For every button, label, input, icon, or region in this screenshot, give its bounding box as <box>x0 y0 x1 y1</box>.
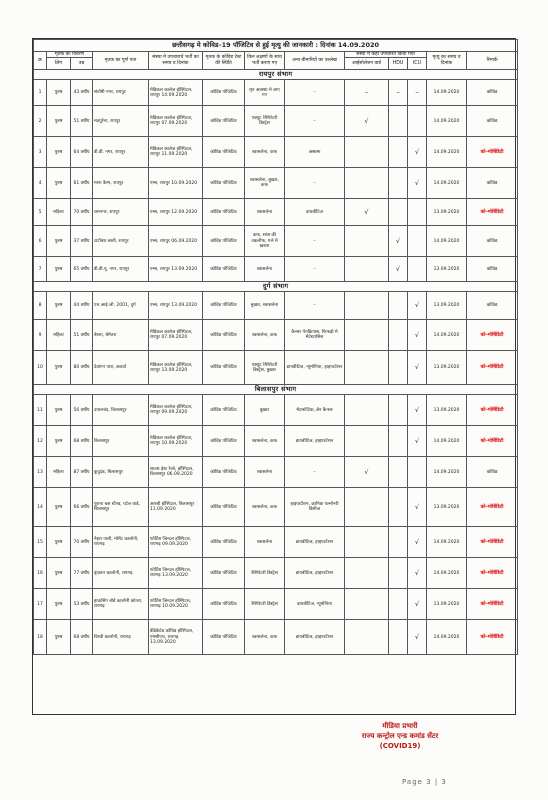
row-hospital: साउथ ईस्ट रेल्वे, हॉस्पिटल, बिलासपुर 06.09.2020 <box>149 457 203 488</box>
row-status: कोविड पॉजिटिव <box>203 168 245 199</box>
row-hospital: मेडिकल कालेज हॉस्पिटल, रायपुर 14.09.2020 <box>149 80 203 106</box>
row-remark: को–मोर्बिडिटी <box>467 199 518 226</box>
header-hdu: HDU <box>389 58 408 70</box>
table-row <box>34 199 518 226</box>
row-sno: 10 <box>34 351 47 385</box>
row-address: एच.आई.जी. 2001, दुर्ग <box>93 292 149 320</box>
row-age: 51 वर्षीय <box>71 320 93 351</box>
row-icu <box>408 226 427 257</box>
row-gender: पुरुष <box>47 589 71 620</box>
row-age: 56 वर्षीय <box>71 395 93 426</box>
row-isolation <box>345 589 389 620</box>
row-death-time: 14.09.2020 <box>427 80 467 106</box>
row-sno: 1 <box>34 80 47 106</box>
header-deceased-details: मृतक का विवरण <box>47 52 93 58</box>
row-sno: 6 <box>34 226 47 257</box>
row-status: कोविड पॉजिटिव <box>203 488 245 527</box>
row-sno: 18 <box>34 620 47 655</box>
row-address: नेहरा पाली, मोमेंट कालोनी, रायगढ़ <box>93 527 149 558</box>
row-sno: 12 <box>34 426 47 457</box>
row-symptoms: श्वासलेना <box>245 527 285 558</box>
row-icu <box>408 257 427 282</box>
row-sno: 7 <box>34 257 47 282</box>
row-remark: कोविड <box>467 226 518 257</box>
row-hospital: फोर्टिस जिन्दल हॉस्पिटल, रायगढ़ 10.09.2020 <box>149 589 203 620</box>
row-other-illness: मेटास्टेटिक, ब्रेन कैन्सर <box>285 395 345 426</box>
row-gender: पुरुष <box>47 395 71 426</box>
row-remark: कोविड <box>467 106 518 137</box>
row-age: 87 वर्षीय <box>71 457 93 488</box>
row-isolation <box>345 426 389 457</box>
row-hdu <box>389 457 408 488</box>
row-sno: 13 <box>34 457 47 488</box>
row-hospital: मेडिकल कालेज हॉस्पिटल, रायपुर 13.09.2020 <box>149 351 203 385</box>
row-remark: को–मोर्बिडिटी <box>467 527 518 558</box>
row-symptoms: श्वासलेना <box>245 199 285 226</box>
row-hospital: फोर्टिस जिन्दल हॉस्पिटल, रायगढ़ 09.09.2020 <box>149 527 203 558</box>
row-hospital: मेडिकल कालेज हॉस्पिटल, रायपुर 09.09.2020 <box>149 395 203 426</box>
row-hdu <box>389 292 408 320</box>
table-row <box>34 257 518 282</box>
table-row <box>34 457 518 488</box>
table-row <box>34 80 518 106</box>
row-address: मठपुरेना, रायपुर <box>93 106 149 137</box>
table-row <box>34 589 518 620</box>
row-status: कोविड पॉजिटिव <box>203 106 245 137</box>
row-hdu <box>389 168 408 199</box>
row-hospital: एम्स, रायपुर 12.09.2020 <box>149 199 203 226</box>
row-hdu <box>389 527 408 558</box>
row-icu: √ <box>408 558 427 589</box>
row-address: विश्वी कालोनी, रायगढ़ <box>93 620 149 655</box>
row-status: कोविड पॉजिटिव <box>203 527 245 558</box>
row-status: कोविड पॉजिटिव <box>203 620 245 655</box>
row-remark: को–मोर्बिडिटी <box>467 620 518 655</box>
row-other-illness: – <box>285 292 345 320</box>
row-hdu <box>389 199 408 226</box>
table-row <box>34 106 518 137</box>
row-isolation <box>345 527 389 558</box>
row-other-illness: डायबीटिज, हाइपरटेंशन <box>285 527 345 558</box>
row-death-time: 13.09.2020 <box>427 395 467 426</box>
row-other-illness: हाइपरटेंशन, क्रानिक पल्मोनरी डिसीज <box>285 488 345 527</box>
row-symptoms: बुखार, श्वासलेना <box>245 292 285 320</box>
row-age: 61 वर्षीय <box>71 168 93 199</box>
row-symptoms: एक्यूट रेस्पिरेटरी डिस्ट्रेस <box>245 106 285 137</box>
row-death-time: 13.09.2020 <box>427 351 467 385</box>
row-death-time: 13.09.2020 <box>427 589 467 620</box>
row-icu <box>408 106 427 137</box>
row-status: कोविड पॉजिटिव <box>203 257 245 282</box>
row-hospital: एम्स, रायपुर 10.09.2020 <box>149 168 203 199</box>
row-hdu <box>389 589 408 620</box>
row-icu: √ <box>408 527 427 558</box>
row-isolation <box>345 558 389 589</box>
row-age: 65 वर्षीय <box>71 257 93 282</box>
row-death-time: 14.09.2020 <box>427 558 467 589</box>
row-death-time: 14.09.2020 <box>427 137 467 168</box>
row-address: टाटीबंध बस्ती, रायपुर <box>93 226 149 257</box>
row-remark: कोविड <box>467 168 518 199</box>
row-icu <box>408 199 427 226</box>
report-page <box>32 38 516 715</box>
row-death-time: 14.09.2020 <box>427 226 467 257</box>
row-remark: को–मोर्बिडिटी <box>467 320 518 351</box>
row-hospital: डेडिकेटेड कोविड हॉस्पिटल, एमसीएच, रायगढ़ 13.09.2020 <box>149 620 203 655</box>
row-gender: पुरुष <box>47 527 71 558</box>
row-symptoms: श्वासलेना <box>245 457 285 488</box>
row-hospital: मेडिकल कालेज हॉस्पिटल, रायपुर 11.09.2020 <box>149 137 203 168</box>
row-status: कोविड पॉजिटिव <box>203 395 245 426</box>
row-remark: कोविड <box>467 457 518 488</box>
row-gender: पुरुष <box>47 137 71 168</box>
row-sno: 5 <box>34 199 47 226</box>
footer-line3: (COVID19) <box>379 742 421 750</box>
row-sno: 14 <box>34 488 47 527</box>
row-status: कोविड पॉजिटिव <box>203 80 245 106</box>
row-gender: पुरुष <box>47 80 71 106</box>
row-gender: पुरुष <box>47 351 71 385</box>
row-address: दयालबंद, बिलासपुर <box>93 395 149 426</box>
row-age: 64 वर्षीय <box>71 137 93 168</box>
row-age: 37 वर्षीय <box>71 226 93 257</box>
division-header <box>34 70 518 80</box>
row-icu: √ <box>408 395 427 426</box>
table-row <box>34 292 518 320</box>
header-symptoms: किन लक्षणों के साथ भर्ती कराए गए <box>245 52 285 70</box>
table-row <box>34 558 518 589</box>
header-address: मृतक का पूर्ण पता <box>93 52 149 70</box>
row-death-time: 13.09.2020 <box>427 257 467 282</box>
division-header <box>34 385 518 395</box>
row-status: कोविड पॉजिटिव <box>203 226 245 257</box>
row-icu: √ <box>408 320 427 351</box>
row-status: कोविड पॉजिटिव <box>203 589 245 620</box>
row-gender: पुरुष <box>47 226 71 257</box>
header-other-illness: अन्य बीमारियों का उल्लेख <box>285 52 345 70</box>
row-other-illness: डायबीटिज, न्यूमोनिया <box>285 589 345 620</box>
row-isolation <box>345 257 389 282</box>
row-age: 77 वर्षीय <box>71 558 93 589</box>
row-age: 51 वर्षीय <box>71 106 93 137</box>
row-symptoms: रेस्पिरेटरी डिस्ट्रेस <box>245 558 285 589</box>
row-other-illness: – <box>285 106 345 137</box>
row-gender: पुरुष <box>47 106 71 137</box>
row-other-illness: डायबीटिज <box>285 199 345 226</box>
footer-line1: मीडिया प्रभारी <box>382 722 418 730</box>
row-isolation <box>345 488 389 527</box>
table-row <box>34 226 518 257</box>
row-sno: 4 <box>34 168 47 199</box>
row-address: डी.डी. नगर, रायपुर <box>93 137 149 168</box>
row-symptoms: श्वासलेना, कफ <box>245 488 285 527</box>
header-death-time: मृत्यु का समय व दिनांक <box>427 52 467 70</box>
table-row <box>34 426 518 457</box>
row-death-time: 14.09.2020 <box>427 106 467 137</box>
row-death-time: 14.09.2020 <box>427 457 467 488</box>
row-hdu <box>389 426 408 457</box>
row-hdu <box>389 558 408 589</box>
row-address: डी.डी.यू. नगर, रायपुर <box>93 257 149 282</box>
row-icu: √ <box>408 168 427 199</box>
row-gender: पुरुष <box>47 620 71 655</box>
row-death-time: 14.09.2020 <box>427 620 467 655</box>
row-hdu <box>389 488 408 527</box>
row-age: 70 वर्षीय <box>71 527 93 558</box>
row-age: 44 वर्षीय <box>71 292 93 320</box>
row-address: बिलासपुर <box>93 426 149 457</box>
row-icu: √ <box>408 137 427 168</box>
row-status: कोविड पॉजिटिव <box>203 457 245 488</box>
row-sno: 3 <box>34 137 47 168</box>
row-death-time: 13.09.2020 <box>427 488 467 527</box>
row-age: 43 वर्षीय <box>71 80 93 106</box>
row-sno: 16 <box>34 558 47 589</box>
row-address: बेरला, बेमेतरा <box>93 320 149 351</box>
row-hospital: एम्स, रायपुर 13.09.2020 <box>149 292 203 320</box>
row-other-illness: – <box>285 257 345 282</box>
row-hospital: फोर्टिस जिन्दल हॉस्पिटल, रायगढ़ 13.09.2020 <box>149 558 203 589</box>
row-icu: √ <box>408 488 427 527</box>
division-name: दुर्ग संभाग <box>34 282 518 292</box>
row-isolation <box>345 292 389 320</box>
table-row <box>34 527 518 558</box>
row-isolation: √ <box>345 199 389 226</box>
row-gender: पुरुष <box>47 168 71 199</box>
deaths-table <box>33 39 518 655</box>
row-gender: महिला <box>47 457 71 488</box>
row-other-illness: डायबीटिज, हाइपरटेंशन <box>285 620 345 655</box>
row-other-illness: – <box>285 457 345 488</box>
header-icu: ICU <box>408 58 427 70</box>
row-symptoms: कफ, सांस की तकलीफ, गले में खराश <box>245 226 285 257</box>
table-row <box>34 620 518 655</box>
row-address: कुदुदंड, बिलासपुर <box>93 457 149 488</box>
row-other-illness: डायबीटिज, न्यूमोनिया, हाइपरटेंशन <box>285 351 345 385</box>
division-name: रायपुर संभाग <box>34 70 518 80</box>
row-gender: महिला <box>47 320 71 351</box>
row-status: कोविड पॉजिटिव <box>203 292 245 320</box>
table-row <box>34 137 518 168</box>
row-age: 68 वर्षीय <box>71 426 93 457</box>
division-header <box>34 282 518 292</box>
row-other-illness: अस्थमा <box>285 137 345 168</box>
row-remark: को–मोर्बिडिटी <box>467 558 518 589</box>
row-remark: को–मोर्बिडिटी <box>467 426 518 457</box>
row-sno: 11 <box>34 395 47 426</box>
table-row <box>34 320 518 351</box>
row-remark: को–मोर्बिडिटी <box>467 137 518 168</box>
row-sno: 15 <box>34 527 47 558</box>
table-row <box>34 488 518 527</box>
row-icu: √ <box>408 620 427 655</box>
row-isolation <box>345 137 389 168</box>
row-other-illness: – <box>285 168 345 199</box>
header-status: मृतक के कोविड टेस्ट की स्थिति <box>203 52 245 70</box>
row-other-illness: डायबीटिज, हाइपरटेंशन <box>285 558 345 589</box>
row-sno: 9 <box>34 320 47 351</box>
row-address: देवांगन पारा, कवर्धा <box>93 351 149 385</box>
row-symptoms: श्वासलेना, कफ <box>245 620 285 655</box>
row-status: कोविड पॉजिटिव <box>203 199 245 226</box>
row-hospital: मेडिकल कालेज हॉस्पिटल, रायपुर 07.09.2020 <box>149 106 203 137</box>
row-icu: √ <box>408 426 427 457</box>
row-age: 68 वर्षीय <box>71 620 93 655</box>
row-symptoms: श्वासलेना, कफ <box>245 137 285 168</box>
row-age: 66 वर्षीय <box>71 488 93 527</box>
row-symptoms: एक्यूट रेस्पिरेटरी डिस्ट्रेस, बुखार <box>245 351 285 385</box>
row-sno: 8 <box>34 292 47 320</box>
row-hospital: एम्स, रायपुर 13.09.2020 <box>149 257 203 282</box>
row-remark: कोविड <box>467 257 518 282</box>
row-icu: √ <box>408 351 427 385</box>
row-gender: महिला <box>47 199 71 226</box>
row-remark: को–मोर्बिडिटी <box>467 351 518 385</box>
row-hdu: √ <box>389 257 408 282</box>
row-gender: पुरुष <box>47 257 71 282</box>
row-death-time: 14.09.2020 <box>427 527 467 558</box>
row-age: 53 वर्षीय <box>71 589 93 620</box>
row-icu: √ <box>408 292 427 320</box>
row-hdu: – <box>389 80 408 106</box>
header-remarks: रिमार्क <box>467 52 518 70</box>
row-symptoms: रेस्पिरेटरी डिस्ट्रेस <box>245 589 285 620</box>
table-row <box>34 395 518 426</box>
report-title: छत्तीसगढ़ मे कोविड–19 पॉजिटिव से हुई मृत्यु की जानकारी : दिनांक 14.09.2020 <box>34 40 518 52</box>
row-other-illness: – <box>285 226 345 257</box>
row-icu: √ <box>408 589 427 620</box>
row-symptoms: श्वासलेना <box>245 257 285 282</box>
footer-line2: राज्य कन्ट्रोल एन्ड कमांड सेंटर <box>361 732 439 740</box>
row-symptoms: श्वासलेना, बुखार, कफ <box>245 168 285 199</box>
row-hospital: मेडिकल कालेज हॉस्पिटल, रायपुर 07.09.2020 <box>149 320 203 351</box>
row-remark: कोविड <box>467 292 518 320</box>
row-hdu <box>389 106 408 137</box>
row-status: कोविड पॉजिटिव <box>203 137 245 168</box>
row-death-time: 14.09.2020 <box>427 320 467 351</box>
row-isolation <box>345 351 389 385</box>
row-hospital: आरबी हॉस्पिटल, बिलासपुर 11.09.2020 <box>149 488 203 527</box>
row-death-time: 14.09.2020 <box>427 168 467 199</box>
row-hospital: मेडिकल कालेज हॉस्पिटल, रायपुर 10.09.2020 <box>149 426 203 457</box>
row-icu: – <box>408 80 427 106</box>
header-sno: क्र <box>34 52 47 70</box>
row-isolation <box>345 620 389 655</box>
row-hdu <box>389 320 408 351</box>
header-age: उम्र <box>71 58 93 70</box>
row-remark: को–मोर्बिडिटी <box>467 589 518 620</box>
division-name: बिलासपुर संभाग <box>34 385 518 395</box>
header-gender: लिंग <box>47 58 71 70</box>
row-death-time: 13.09.2020 <box>427 199 467 226</box>
row-other-illness: डायबीटिज, हाइपरटेंशन <box>285 426 345 457</box>
row-sno: 2 <box>34 106 47 137</box>
header-hospital: संस्था मे उपचारार्थ भर्ती का समय व दिनांक <box>149 52 203 70</box>
row-remark: को–मोर्बिडिटी <box>467 488 518 527</box>
row-hdu: √ <box>389 226 408 257</box>
row-remark: कोविड <box>467 80 518 106</box>
row-gender: पुरुष <box>47 488 71 527</box>
row-address: हाऊसिंग बोर्ड कालोनी कोतरा, रायगढ़ <box>93 589 149 620</box>
row-status: कोविड पॉजिटिव <box>203 320 245 351</box>
table-row <box>34 168 518 199</box>
row-death-time: 14.09.2020 <box>427 426 467 457</box>
row-sno: 17 <box>34 589 47 620</box>
row-address: माना कैम्प, रायपुर <box>93 168 149 199</box>
row-icu <box>408 457 427 488</box>
row-hdu <box>389 137 408 168</box>
row-status: कोविड पॉजिटिव <box>203 351 245 385</box>
header-treatment-where: संस्था में कहां उपचारित किया गया <box>345 52 427 58</box>
row-remark: को–मोर्बिडिटी <box>467 395 518 426</box>
row-hdu <box>389 351 408 385</box>
footer-signature <box>325 721 475 751</box>
page-number: Page 3 | 3 <box>402 778 447 786</box>
row-address: वृंदावन कालोनी, रायगढ़ <box>93 558 149 589</box>
row-symptoms: बुखार <box>245 395 285 426</box>
row-isolation: √ <box>345 106 389 137</box>
row-hospital: एम्स, रायपुर 06.09.2020 <box>149 226 203 257</box>
row-symptoms: श्वासलेना, कफ <box>245 320 285 351</box>
row-isolation <box>345 320 389 351</box>
header-isolation: आईसोलेशन वार्ड <box>345 58 389 70</box>
row-other-illness: कैन्सर पेनक्रियास, फिफड़ो मे मेटेस्टासिस <box>285 320 345 351</box>
row-isolation: √ <box>345 457 389 488</box>
row-isolation <box>345 168 389 199</box>
row-gender: पुरुष <box>47 558 71 589</box>
row-isolation <box>345 395 389 426</box>
row-isolation: – <box>345 80 389 106</box>
row-gender: पुरुष <box>47 292 71 320</box>
row-address: संतोषी नगर, रायपुर <box>93 80 149 106</box>
row-address: पुराना बस स्टैण्ड, पटेल वार्ड, बिलासपुर <box>93 488 149 527</box>
table-row <box>34 351 518 385</box>
row-gender: पुरुष <box>47 426 71 457</box>
row-isolation <box>345 226 389 257</box>
row-age: 70 वर्षीय <box>71 199 93 226</box>
row-hdu <box>389 395 408 426</box>
row-hdu <box>389 620 408 655</box>
row-death-time: 13.09.2020 <box>427 292 467 320</box>
row-age: 80 वर्षीय <box>71 351 93 385</box>
row-status: कोविड पॉजिटिव <box>203 558 245 589</box>
row-other-illness: – <box>285 80 345 106</box>
row-status: कोविड पॉजिटिव <box>203 426 245 457</box>
row-symptoms: मृत अवस्था मे लाए गए <box>245 80 285 106</box>
row-address: रामनगर, रायपुर <box>93 199 149 226</box>
row-symptoms: श्वासलेना, कफ <box>245 426 285 457</box>
